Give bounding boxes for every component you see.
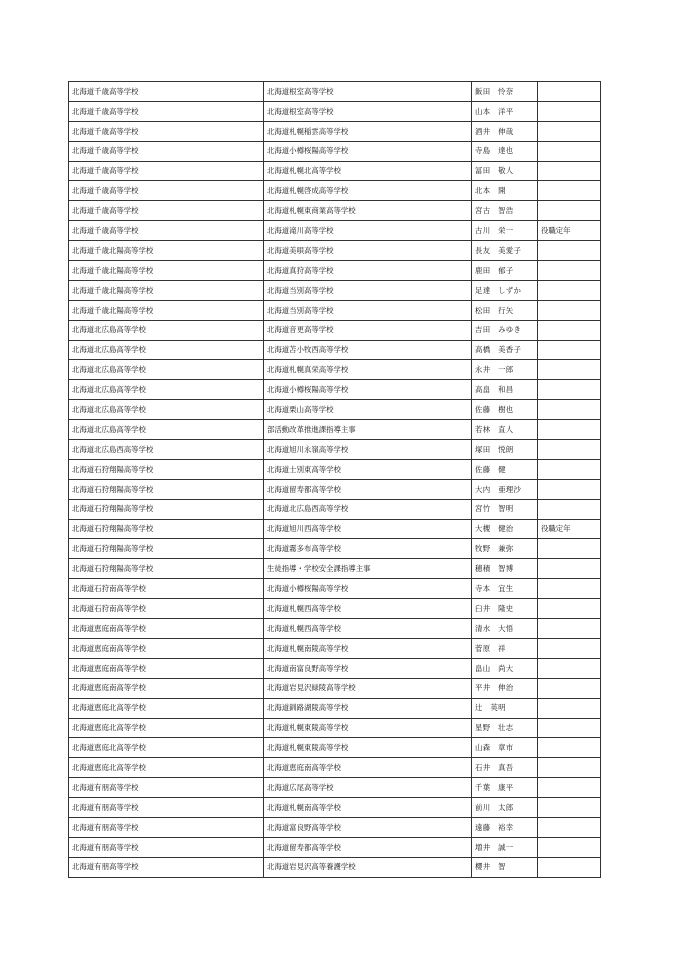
- table-row: [69, 300, 601, 320]
- table-row: [69, 400, 601, 420]
- remarks-cell: [538, 798, 601, 818]
- remarks-cell: [538, 380, 601, 400]
- person-name-cell: 菅原 祥: [472, 638, 538, 658]
- remarks-cell: [538, 340, 601, 360]
- table-row: [69, 280, 601, 300]
- person-name-cell: 佐藤 健: [472, 459, 538, 479]
- new-assignment-cell: 北海道当別高等学校: [264, 300, 472, 320]
- table-row: [69, 101, 601, 121]
- current-school-cell: 北海道有朋高等学校: [69, 817, 264, 837]
- current-school-cell: 北海道北広島高等学校: [69, 360, 264, 380]
- current-school-cell: 北海道千歳高等学校: [69, 161, 264, 181]
- person-name-cell: 寺島 達也: [472, 141, 538, 161]
- table-row: [69, 459, 601, 479]
- table-row: [69, 837, 601, 857]
- table-row: [69, 619, 601, 639]
- current-school-cell: 北海道石狩南高等学校: [69, 579, 264, 599]
- new-assignment-cell: 北海道恵庭南高等学校: [264, 758, 472, 778]
- new-assignment-cell: 北海道苫小牧西高等学校: [264, 340, 472, 360]
- remarks-cell: [538, 280, 601, 300]
- remarks-cell: [538, 758, 601, 778]
- table-row: [69, 738, 601, 758]
- new-assignment-cell: 北海道札幌北高等学校: [264, 161, 472, 181]
- table-row: [69, 440, 601, 460]
- new-assignment-cell: 北海道札幌西高等学校: [264, 619, 472, 639]
- current-school-cell: 北海道恵庭北高等学校: [69, 758, 264, 778]
- new-assignment-cell: 北海道根室高等学校: [264, 101, 472, 121]
- new-assignment-cell: 北海道札幌南陵高等学校: [264, 638, 472, 658]
- person-name-cell: 宮古 智浩: [472, 201, 538, 221]
- table-row: [69, 141, 601, 161]
- current-school-cell: 北海道北広島高等学校: [69, 320, 264, 340]
- person-name-cell: 長友 美愛子: [472, 241, 538, 261]
- new-assignment-cell: 北海道北広島西高等学校: [264, 499, 472, 519]
- table-row: [69, 758, 601, 778]
- remarks-cell: [538, 499, 601, 519]
- current-school-cell: 北海道石狩翔陽高等学校: [69, 459, 264, 479]
- table-row: [69, 698, 601, 718]
- new-assignment-cell: 北海道旭川永嶺高等学校: [264, 440, 472, 460]
- person-name-cell: 石井 真吾: [472, 758, 538, 778]
- current-school-cell: 北海道石狩翔陽高等学校: [69, 559, 264, 579]
- current-school-cell: 北海道千歳北陽高等学校: [69, 241, 264, 261]
- new-assignment-cell: 北海道根室高等学校: [264, 82, 472, 102]
- current-school-cell: 北海道石狩南高等学校: [69, 599, 264, 619]
- person-name-cell: 酒井 伸哉: [472, 121, 538, 141]
- new-assignment-cell: 北海道札幌啓成高等学校: [264, 181, 472, 201]
- current-school-cell: 北海道千歳北陽高等学校: [69, 261, 264, 281]
- remarks-cell: [538, 619, 601, 639]
- new-assignment-cell: 北海道士別東高等学校: [264, 459, 472, 479]
- current-school-cell: 北海道有朋高等学校: [69, 857, 264, 877]
- current-school-cell: 北海道北広島高等学校: [69, 380, 264, 400]
- current-school-cell: 北海道北広島高等学校: [69, 340, 264, 360]
- table-row: [69, 658, 601, 678]
- person-name-cell: 辻 英明: [472, 698, 538, 718]
- remarks-cell: [538, 698, 601, 718]
- person-name-cell: 山森 章市: [472, 738, 538, 758]
- person-name-cell: 飯田 怜奈: [472, 82, 538, 102]
- current-school-cell: 北海道石狩翔陽高等学校: [69, 479, 264, 499]
- new-assignment-cell: 北海道栗山高等学校: [264, 400, 472, 420]
- current-school-cell: 北海道北広島高等学校: [69, 400, 264, 420]
- person-name-cell: 山本 洋平: [472, 101, 538, 121]
- current-school-cell: 北海道有朋高等学校: [69, 837, 264, 857]
- new-assignment-cell: 生徒指導・学校安全課指導主事: [264, 559, 472, 579]
- new-assignment-cell: 北海道美唄高等学校: [264, 241, 472, 261]
- table-row: [69, 380, 601, 400]
- remarks-cell: [538, 559, 601, 579]
- table-row: [69, 638, 601, 658]
- remarks-cell: [538, 459, 601, 479]
- new-assignment-cell: 北海道岩見沢高等養護学校: [264, 857, 472, 877]
- person-name-cell: 星野 壮志: [472, 718, 538, 738]
- remarks-cell: [538, 479, 601, 499]
- remarks-cell: [538, 778, 601, 798]
- current-school-cell: 北海道恵庭北高等学校: [69, 718, 264, 738]
- current-school-cell: 北海道北広島西高等学校: [69, 440, 264, 460]
- table-row: [69, 678, 601, 698]
- new-assignment-cell: 北海道富良野高等学校: [264, 817, 472, 837]
- new-assignment-cell: 北海道南富良野高等学校: [264, 658, 472, 678]
- table-row: [69, 161, 601, 181]
- person-name-cell: 寺本 宜生: [472, 579, 538, 599]
- person-name-cell: 冨田 敬人: [472, 161, 538, 181]
- person-name-cell: 畠山 尚大: [472, 658, 538, 678]
- person-name-cell: 遠藤 裕幸: [472, 817, 538, 837]
- table-row: [69, 241, 601, 261]
- current-school-cell: 北海道北広島高等学校: [69, 420, 264, 440]
- table-row: [69, 479, 601, 499]
- table-row: [69, 778, 601, 798]
- remarks-cell: [538, 101, 601, 121]
- table-row: [69, 320, 601, 340]
- new-assignment-cell: 北海道札幌東陵高等学校: [264, 738, 472, 758]
- current-school-cell: 北海道千歳高等学校: [69, 221, 264, 241]
- remarks-cell: [538, 261, 601, 281]
- table-row: [69, 82, 601, 102]
- remarks-cell: [538, 599, 601, 619]
- table-row: [69, 261, 601, 281]
- table-row: [69, 121, 601, 141]
- new-assignment-cell: 北海道霧多布高等学校: [264, 539, 472, 559]
- current-school-cell: 北海道恵庭南高等学校: [69, 619, 264, 639]
- new-assignment-cell: 北海道札幌稲雲高等学校: [264, 121, 472, 141]
- person-name-cell: 高橋 美香子: [472, 340, 538, 360]
- new-assignment-cell: 北海道旭川西高等学校: [264, 519, 472, 539]
- new-assignment-cell: 北海道札幌東陵高等学校: [264, 718, 472, 738]
- person-name-cell: 北本 開: [472, 181, 538, 201]
- person-name-cell: 増井 誠一: [472, 837, 538, 857]
- table-row: [69, 201, 601, 221]
- remarks-cell: [538, 360, 601, 380]
- remarks-cell: [538, 201, 601, 221]
- remarks-cell: [538, 241, 601, 261]
- person-name-cell: 宮竹 智明: [472, 499, 538, 519]
- table-row: [69, 499, 601, 519]
- new-assignment-cell: 北海道滝川高等学校: [264, 221, 472, 241]
- new-assignment-cell: 北海道真狩高等学校: [264, 261, 472, 281]
- person-name-cell: 臼井 隆史: [472, 599, 538, 619]
- table-row: [69, 599, 601, 619]
- person-name-cell: 千葉 康平: [472, 778, 538, 798]
- current-school-cell: 北海道千歳高等学校: [69, 141, 264, 161]
- person-name-cell: 松田 行矢: [472, 300, 538, 320]
- current-school-cell: 北海道石狩翔陽高等学校: [69, 539, 264, 559]
- person-name-cell: 永井 一郎: [472, 360, 538, 380]
- current-school-cell: 北海道千歳高等学校: [69, 101, 264, 121]
- person-name-cell: 若林 直人: [472, 420, 538, 440]
- current-school-cell: 北海道千歳高等学校: [69, 82, 264, 102]
- remarks-cell: [538, 738, 601, 758]
- new-assignment-cell: 北海道小樽桜陽高等学校: [264, 141, 472, 161]
- table-body: [69, 82, 601, 878]
- remarks-cell: [538, 181, 601, 201]
- current-school-cell: 北海道石狩翔陽高等学校: [69, 499, 264, 519]
- person-name-cell: 大内 亜理沙: [472, 479, 538, 499]
- person-name-cell: 佐藤 樹也: [472, 400, 538, 420]
- new-assignment-cell: 北海道留寿都高等学校: [264, 479, 472, 499]
- new-assignment-cell: 北海道岩見沢緑陵高等学校: [264, 678, 472, 698]
- table-row: [69, 221, 601, 241]
- current-school-cell: 北海道千歳北陽高等学校: [69, 280, 264, 300]
- remarks-cell: [538, 141, 601, 161]
- new-assignment-cell: 北海道小樽桜陽高等学校: [264, 579, 472, 599]
- person-name-cell: 鹿田 郁子: [472, 261, 538, 281]
- person-name-cell: 高畠 和昌: [472, 380, 538, 400]
- table-row: [69, 579, 601, 599]
- remarks-cell: 役職定年: [538, 221, 601, 241]
- new-assignment-cell: 部活動改革推進課指導主事: [264, 420, 472, 440]
- person-name-cell: 清水 大悟: [472, 619, 538, 639]
- remarks-cell: 役職定年: [538, 519, 601, 539]
- table-row: [69, 360, 601, 380]
- new-assignment-cell: 北海道当別高等学校: [264, 280, 472, 300]
- current-school-cell: 北海道石狩翔陽高等学校: [69, 519, 264, 539]
- table-row: [69, 340, 601, 360]
- person-name-cell: 塚田 悦朗: [472, 440, 538, 460]
- current-school-cell: 北海道有朋高等学校: [69, 798, 264, 818]
- new-assignment-cell: 北海道留寿都高等学校: [264, 837, 472, 857]
- table-row: [69, 181, 601, 201]
- remarks-cell: [538, 837, 601, 857]
- remarks-cell: [538, 400, 601, 420]
- person-name-cell: 大槻 健治: [472, 519, 538, 539]
- person-name-cell: 前川 太郎: [472, 798, 538, 818]
- remarks-cell: [538, 658, 601, 678]
- table-row: [69, 420, 601, 440]
- remarks-cell: [538, 817, 601, 837]
- person-name-cell: 足達 しずか: [472, 280, 538, 300]
- remarks-cell: [538, 539, 601, 559]
- new-assignment-cell: 北海道札幌西高等学校: [264, 599, 472, 619]
- new-assignment-cell: 北海道音更高等学校: [264, 320, 472, 340]
- remarks-cell: [538, 718, 601, 738]
- current-school-cell: 北海道恵庭南高等学校: [69, 638, 264, 658]
- current-school-cell: 北海道有朋高等学校: [69, 778, 264, 798]
- person-name-cell: 穂積 智博: [472, 559, 538, 579]
- table-row: [69, 817, 601, 837]
- table-row: [69, 559, 601, 579]
- remarks-cell: [538, 440, 601, 460]
- table-row: [69, 519, 601, 539]
- remarks-cell: [538, 161, 601, 181]
- person-name-cell: 平井 伸治: [472, 678, 538, 698]
- current-school-cell: 北海道千歳高等学校: [69, 201, 264, 221]
- personnel-transfer-table: [68, 81, 601, 878]
- current-school-cell: 北海道千歳高等学校: [69, 121, 264, 141]
- remarks-cell: [538, 678, 601, 698]
- remarks-cell: [538, 420, 601, 440]
- new-assignment-cell: 北海道札幌南高等学校: [264, 798, 472, 818]
- remarks-cell: [538, 579, 601, 599]
- new-assignment-cell: 北海道釧路湖陵高等学校: [264, 698, 472, 718]
- current-school-cell: 北海道恵庭南高等学校: [69, 678, 264, 698]
- new-assignment-cell: 北海道広尾高等学校: [264, 778, 472, 798]
- person-name-cell: 吉田 みゆき: [472, 320, 538, 340]
- table-row: [69, 798, 601, 818]
- person-name-cell: 古川 栄一: [472, 221, 538, 241]
- current-school-cell: 北海道恵庭北高等学校: [69, 698, 264, 718]
- table-row: [69, 857, 601, 877]
- new-assignment-cell: 北海道小樽桜陽高等学校: [264, 380, 472, 400]
- current-school-cell: 北海道恵庭南高等学校: [69, 658, 264, 678]
- new-assignment-cell: 北海道札幌東商業高等学校: [264, 201, 472, 221]
- table-row: [69, 718, 601, 738]
- remarks-cell: [538, 857, 601, 877]
- current-school-cell: 北海道千歳北陽高等学校: [69, 300, 264, 320]
- current-school-cell: 北海道恵庭北高等学校: [69, 738, 264, 758]
- current-school-cell: 北海道千歳高等学校: [69, 181, 264, 201]
- person-name-cell: 櫻井 智: [472, 857, 538, 877]
- table-row: [69, 539, 601, 559]
- person-name-cell: 牧野 兼弥: [472, 539, 538, 559]
- remarks-cell: [538, 320, 601, 340]
- new-assignment-cell: 北海道札幌真栄高等学校: [264, 360, 472, 380]
- remarks-cell: [538, 300, 601, 320]
- remarks-cell: [538, 82, 601, 102]
- remarks-cell: [538, 121, 601, 141]
- remarks-cell: [538, 638, 601, 658]
